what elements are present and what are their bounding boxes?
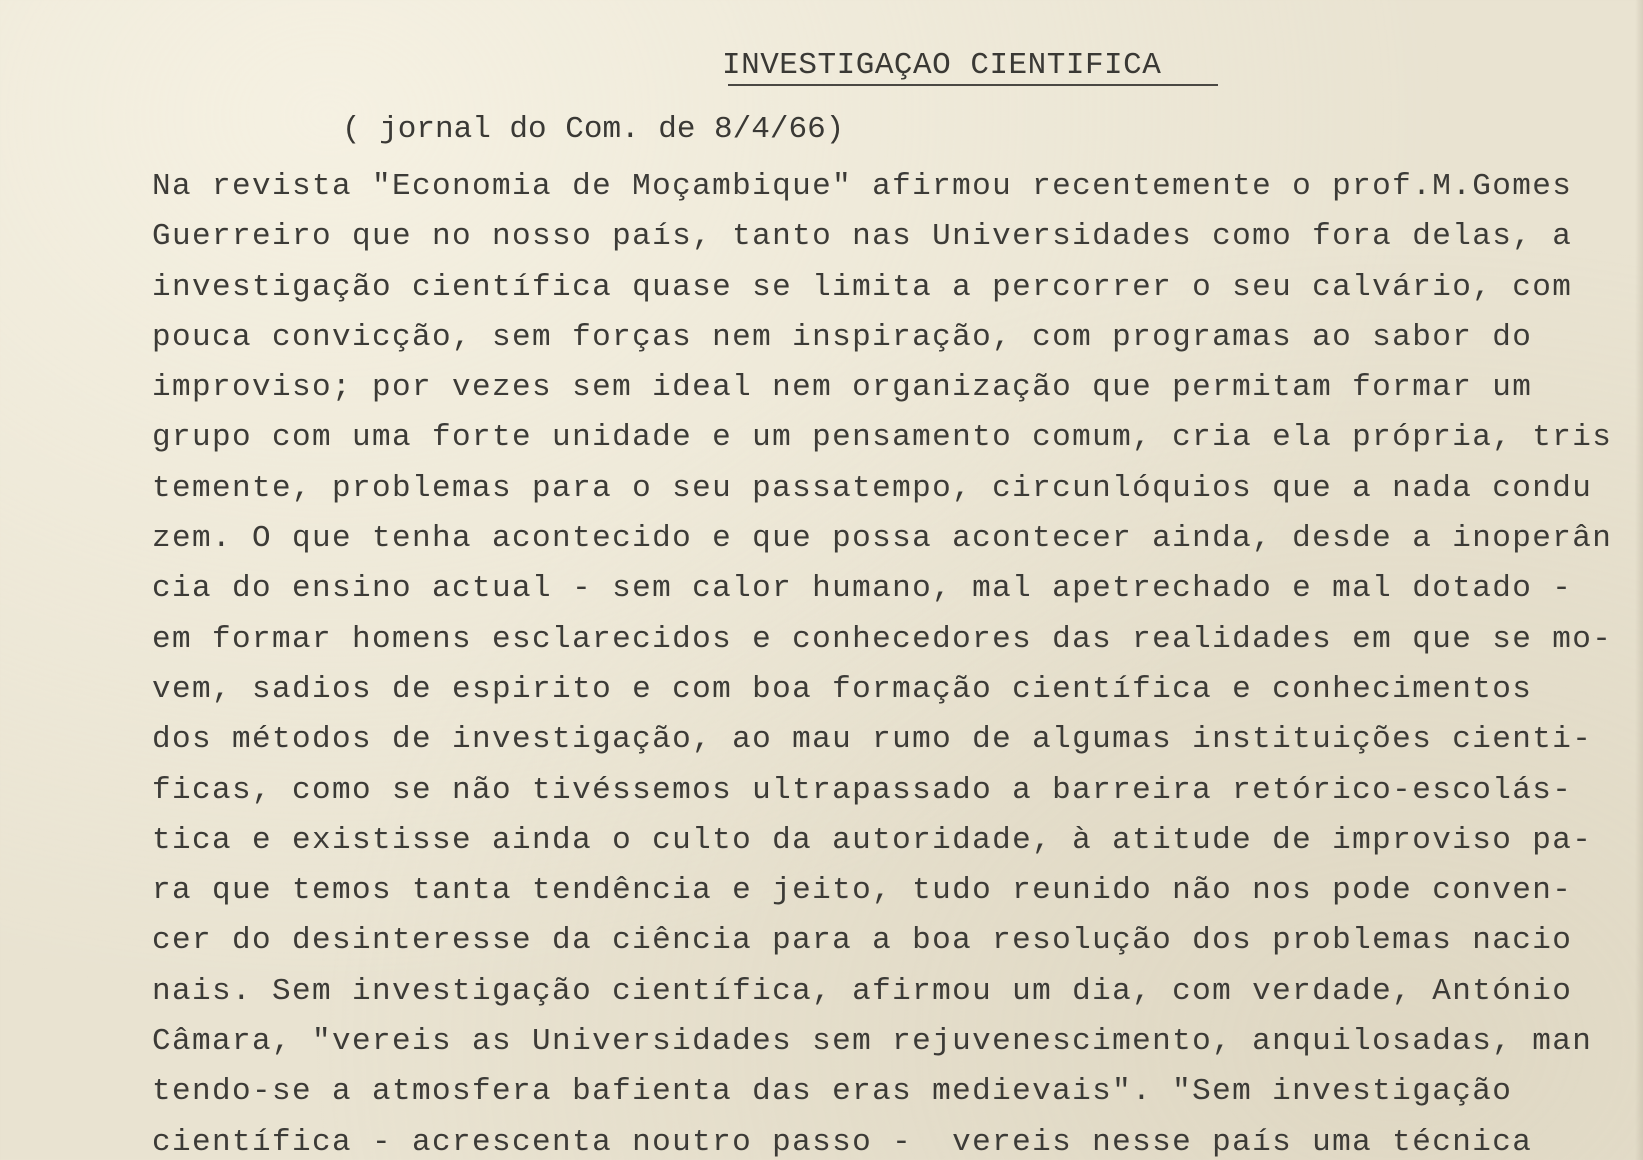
text-line: improviso; por vezes sem ideal nem organização que permitam formar um [152, 370, 1533, 406]
text-line: tica e existisse ainda o culto da autoridade, à atitude de improviso pa- [152, 822, 1593, 858]
text-line: ra que temos tanta tendência e jeito, tudo reunido não nos pode conven- [152, 873, 1573, 909]
text-line: dos métodos de investigação, ao mau rumo de algumas instituições cienti- [152, 722, 1593, 758]
text-line: cer do desinteresse da ciência para a boa resolução dos problemas nacio [152, 923, 1573, 959]
text-line: Câmara, "vereis as Universidades sem rejuvenescimento, anquilosadas, man [152, 1024, 1593, 1060]
text-line: temente, problemas para o seu passatempo, circunlóquios que a nada condu [152, 470, 1593, 506]
text-line: em formar homens esclarecidos e conhecedores das realidades em que se mo- [152, 621, 1613, 657]
text-line: investigação científica quase se limita a percorrer o seu calvário, com [152, 269, 1573, 305]
title-underline [728, 84, 1218, 86]
text-line: ficas, como se não tivéssemos ultrapassado a barreira retórico-escolás- [152, 772, 1573, 808]
text-line: tendo-se a atmosfera bafienta das eras medievais". "Sem investigação [152, 1074, 1513, 1110]
paper-edge-shadow [1635, 0, 1643, 1160]
body-text [152, 162, 1632, 1160]
text-line: cia do ensino actual - sem calor humano, mal apetrechado e mal dotado - [152, 571, 1573, 607]
text-line: pouca convicção, sem forças nem inspiração, com programas ao sabor do [152, 319, 1533, 355]
text-line: Na revista "Economia de Moçambique" afirmou recentemente o prof.M.Gomes [152, 169, 1573, 204]
text-line: científica - acrescenta noutro passo - vereis nesse país uma técnica [152, 1124, 1533, 1160]
document-title: INVESTIGAÇAO CIENTIFICA [722, 48, 1162, 83]
text-line: vem, sadios de espirito e com boa formação científica e conhecimentos [152, 671, 1533, 707]
text-line: zem. O que tenha acontecido e que possa acontecer ainda, desde a inoperân [152, 521, 1613, 557]
text-line: nais. Sem investigação científica, afirmou um dia, com verdade, António [152, 973, 1573, 1009]
text-line: Guerreiro que no nosso país, tanto nas Universidades como fora delas, a [152, 219, 1573, 255]
source-citation: ( jornal do Com. de 8/4/66) [342, 112, 845, 147]
text-line: grupo com uma forte unidade e um pensamento comum, cria ela própria, tris [152, 420, 1613, 456]
